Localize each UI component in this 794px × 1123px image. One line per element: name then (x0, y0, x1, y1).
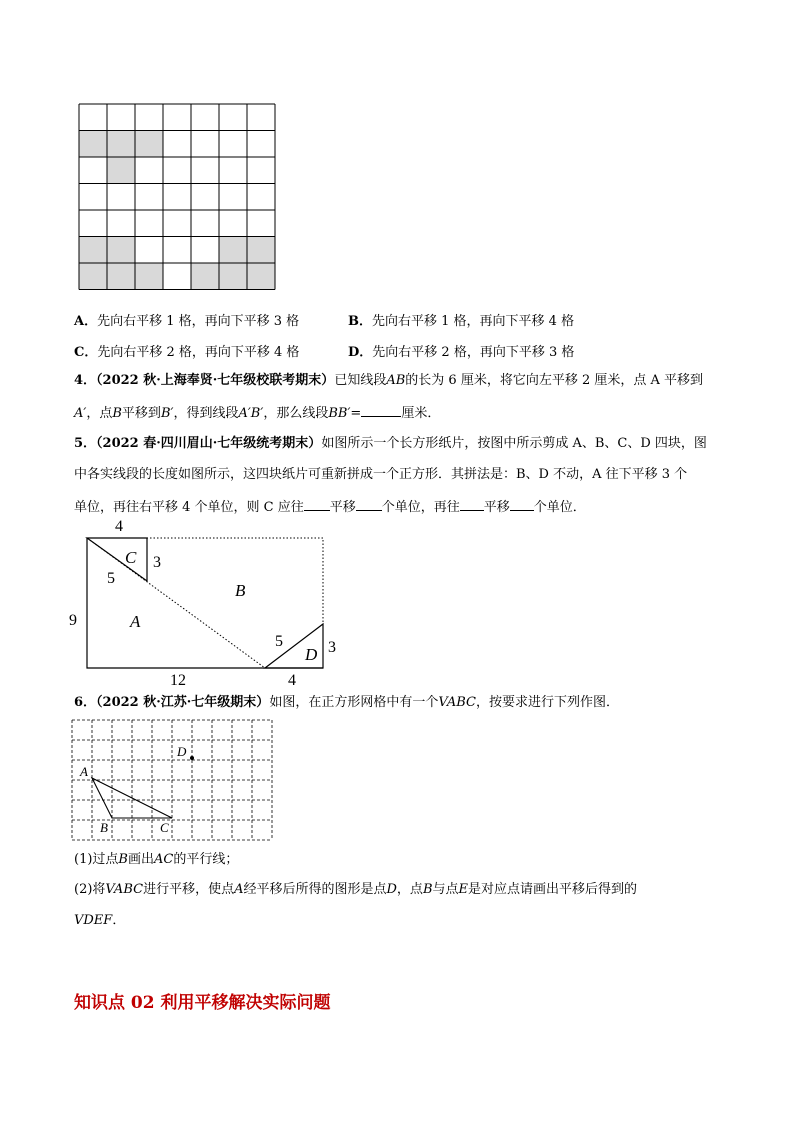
q6-grid-figure (70, 718, 280, 848)
section-heading: 知识点 02 利用平移解决实际问题 (74, 993, 331, 1013)
q5-rect-solid-edges (87, 538, 323, 668)
q6-line-1: 6．（2022 秋·江苏·七年级期末）如图，在正方形网格中有一个VABC，按要求进行下列作图． (74, 695, 619, 710)
q3-shaded-cell (191, 263, 219, 290)
q5-c-side-label: 3 (153, 554, 161, 571)
q6-sub-1: (1)过点B画出AC的平行线； (74, 852, 239, 867)
q3-shaded-cell (135, 131, 163, 158)
q5-top-label: 4 (115, 518, 123, 535)
q4-line-1: 4．（2022 秋·上海奉贤·七年级校联考期末）已知线段AB的长为 6 厘米，将它向左平移 2 厘米，点 A 平移到 (74, 373, 704, 388)
q3-shaded-cell (107, 157, 135, 184)
q5-blank-4[interactable] (510, 496, 534, 511)
q3-shaded-cell (107, 131, 135, 158)
q3-shaded-cell (219, 237, 247, 264)
q3-shaded-cell (79, 263, 107, 290)
q5-piece-c-label: C (125, 548, 137, 567)
q5-hyp-top-label: 5 (107, 570, 115, 587)
q3-shaded-cell (135, 263, 163, 290)
q3-grid-figure (78, 103, 278, 293)
q3-option-c: C．先向右平移 2 格，再向下平移 4 格 (74, 345, 300, 360)
q5-piece-d-label: D (305, 645, 318, 664)
q5-rect-dotted-outline (87, 538, 323, 668)
q3-shaded-cell (79, 237, 107, 264)
q5-hyp-bottom-label: 5 (275, 633, 283, 650)
q6-label-a: A (80, 764, 88, 779)
q5-piece-c (87, 538, 147, 581)
q3-shaded-cell (107, 263, 135, 290)
q3-option-d: D．先向右平移 2 格，再向下平移 3 格 (348, 345, 575, 360)
q3-option-a: A．先向右平移 1 格，再向下平移 3 格 (74, 314, 300, 329)
q5-blank-2[interactable] (356, 496, 382, 511)
q6-sub-2-cont: VDEF． (74, 913, 126, 928)
q3-shaded-cell (247, 263, 275, 290)
q5-left-label: 9 (69, 612, 77, 629)
q5-line-1: 5．（2022 春·四川眉山·七年级统考期末）如图所示一个长方形纸片，按图中所示剪成 A、B、C、D 四块，图 (74, 436, 707, 451)
q5-line-3: 单位，再往右平移 4 个单位，则 C 应往 平移 个单位，再往 平移 个单位． (74, 496, 586, 518)
q3-shaded-cell (219, 263, 247, 290)
q5-blank-1[interactable] (304, 496, 330, 511)
q6-label-c: C (160, 820, 169, 835)
q5-line-2: 中各实线段的长度如图所示，这四块纸片可重新拼成一个正方形．其拼法是：B、D 不动，A 往下平移 3 个 (74, 467, 688, 482)
q5-piece-b-label: B (235, 581, 246, 600)
q3-shaded-cell (107, 237, 135, 264)
q6-label-d: D (177, 744, 187, 759)
q5-piece-a-label: A (130, 612, 141, 631)
q6-sub-2: (2)将VABC进行平移，使点A经平移后所得的图形是点D，点B与点E是对应点请画出平移后得到的 (74, 882, 638, 897)
q3-shaded-cell (247, 237, 275, 264)
q5-blank-3[interactable] (460, 496, 484, 511)
q4-answer-blank[interactable] (361, 402, 401, 417)
q5-bottom-right-label: 4 (288, 672, 296, 689)
q3-option-b: B．先向右平移 1 格，再向下平移 4 格 (348, 314, 575, 329)
q6-label-b: B (100, 820, 108, 835)
q6-point-d (190, 756, 194, 760)
q5-rectangle-figure (60, 515, 350, 693)
q3-shaded-cell (79, 131, 107, 158)
q5-right-label: 3 (328, 639, 336, 656)
q5-bottom-left-label: 12 (170, 672, 186, 689)
q4-line-2: A′，点B平移到B′，得到线段A′B′，那么线段BB′= 厘米． (74, 402, 440, 424)
